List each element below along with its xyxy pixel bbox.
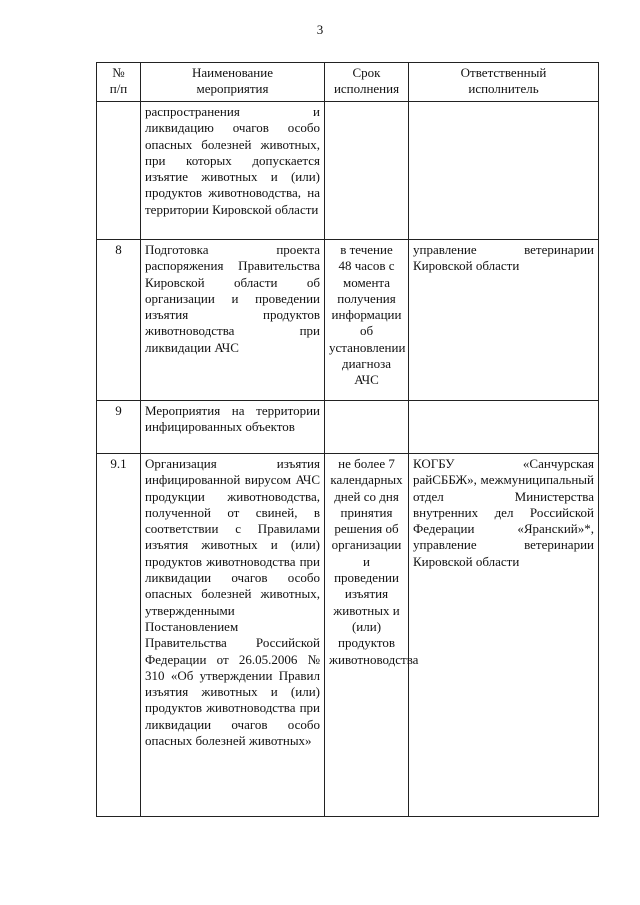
row-deadline: не более 7 календарных дней со дня принятия решения об организации и проведении изъятия животных и (или) продуктов животноводства bbox=[325, 454, 409, 817]
header-measure-name: Наименование мероприятия bbox=[141, 63, 325, 102]
header-deadline: Срок исполнения bbox=[325, 63, 409, 102]
table-row bbox=[97, 102, 599, 240]
table-row bbox=[97, 401, 599, 454]
row-number: 9 bbox=[97, 401, 141, 454]
table-header-row bbox=[97, 63, 599, 102]
page-number: 3 bbox=[316, 22, 324, 37]
row-deadline bbox=[325, 102, 409, 240]
row-measure-name: распространения и ликвидацию очагов особо опасных болезней животных, при которых допускается изъятие животных и (или) продуктов животноводства, на территории Кировской области bbox=[141, 102, 325, 240]
row-responsible: управление ветеринарии Кировской области bbox=[409, 240, 599, 401]
row-responsible bbox=[409, 401, 599, 454]
row-responsible bbox=[409, 102, 599, 240]
row-measure-name: Организация изъятия инфицированной вирусом АЧС продукции животноводства, полученной от свиней, в соответствии с Правилами изъятия животных и (или) продуктов животноводства при ликвидации очагов особо опасных болезней животных, утвержденными Постановлением Правительства Российской Федерации от 26.05.2006 № 310 «Об утверждении Правил изъятия животных и (или) продуктов животноводства при ликвидации очагов особо опасных болезней животных» bbox=[141, 454, 325, 817]
row-number: 8 bbox=[97, 240, 141, 401]
table-row bbox=[97, 454, 599, 817]
row-deadline bbox=[325, 401, 409, 454]
row-measure-name: Подготовка проекта распоряжения Правительства Кировской области об организации и проведении изъятия продуктов животноводства при ликвидации АЧС bbox=[141, 240, 325, 401]
header-number: № п/п bbox=[97, 63, 141, 102]
row-measure-name: Мероприятия на территории инфицированных объектов bbox=[141, 401, 325, 454]
header-responsible: Ответственный исполнитель bbox=[409, 63, 599, 102]
row-number bbox=[97, 102, 141, 240]
row-deadline: в течение 48 часов с момента получения информации об установлении диагноза АЧС bbox=[325, 240, 409, 401]
table-row bbox=[97, 240, 599, 401]
measures-table bbox=[96, 62, 599, 817]
row-responsible: КОГБУ «Санчурская райСББЖ», межмуниципальный отдел Министерства внутренних дел Российской Федерации «Яранский»*, управление ветеринарии Кировской области bbox=[409, 454, 599, 817]
row-number: 9.1 bbox=[97, 454, 141, 817]
